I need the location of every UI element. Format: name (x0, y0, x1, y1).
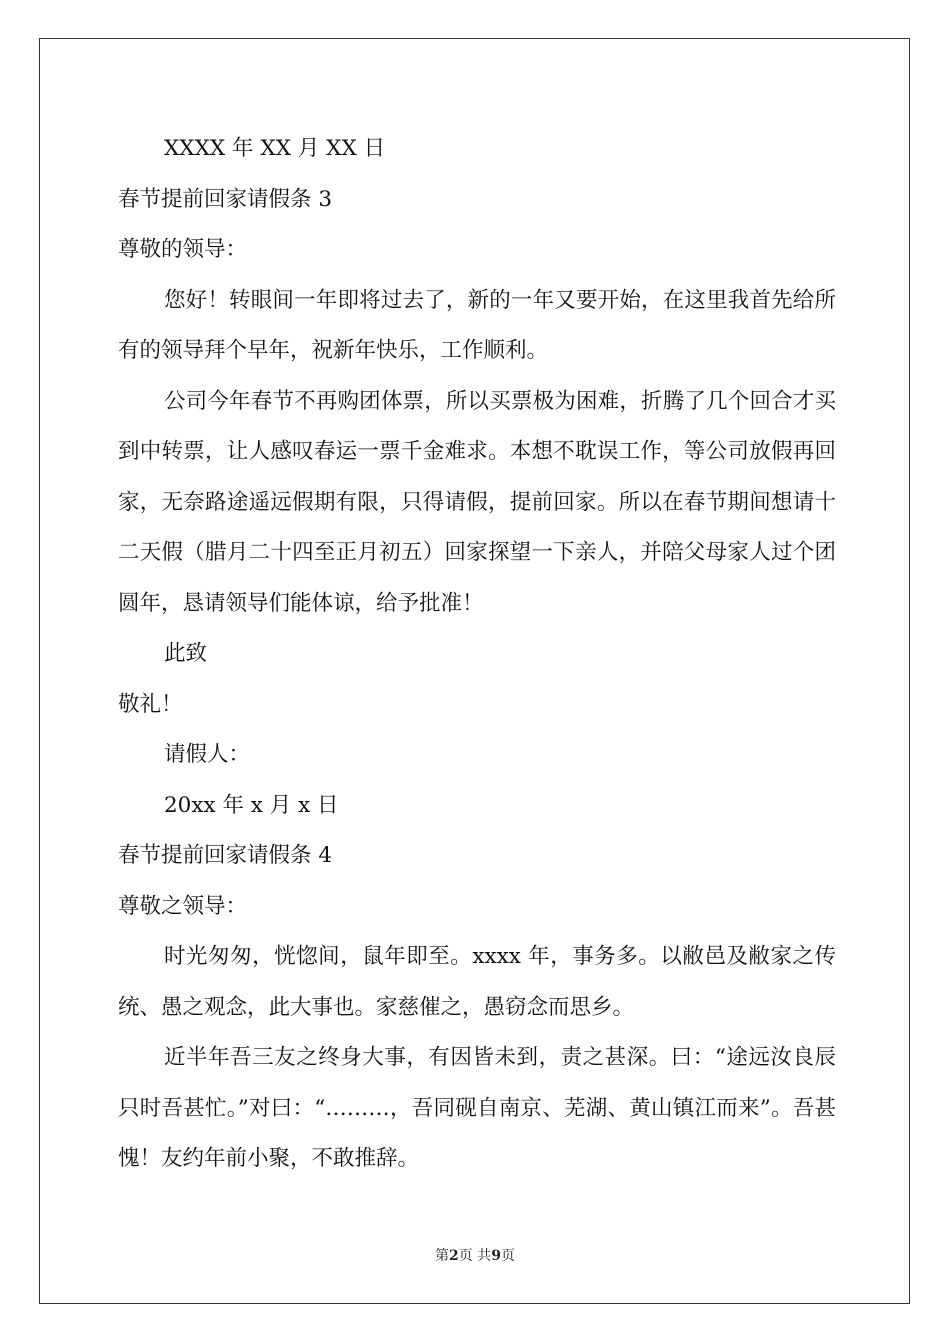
footer-page-current: 2 (449, 1248, 459, 1264)
footer-page-total: 9 (491, 1248, 501, 1264)
closing-ci-zhi: 此致 (164, 641, 208, 666)
section-title-3: 春节提前回家请假条 3 (118, 186, 333, 212)
salutation-4: 尊敬之领导： (118, 893, 248, 919)
document-body (118, 124, 836, 1185)
paragraph-3-1: 您好！转眼间一年即将过去了，新的一年又要开始，在这里我首先给所有的领导拜个早年，祝新年快乐，工作顺利。 (118, 287, 836, 363)
page-footer (0, 1246, 950, 1266)
paragraph-3-2: 公司今年春节不再购团体票，所以买票极为困难，折腾了几个回合才买到中转票，让人感叹春运一票千金难求。本想不耽误工作，等公司放假再回家，无奈路途遥远假期有限，只得请假，提前回家。所以在春节期间想请十二天假（腊月二十四至正月初五）回家探望一下亲人，并陪父母家人过个团圆年，恳请领导们能体谅，给予批准！ (118, 388, 836, 616)
footer-prefix: 第 (435, 1248, 450, 1264)
signer-label: 请假人： (164, 742, 251, 767)
date-line: XXXX 年 XX 月 XX 日 (164, 136, 386, 161)
footer-mid: 页 共 (458, 1248, 492, 1264)
closing-jing-li: 敬礼！ (118, 691, 183, 717)
footer-suffix: 页 (500, 1248, 515, 1264)
paragraph-4-2: 近半年吾三友之终身大事，有因皆未到，责之甚深。曰：“途远汝良辰只时吾甚忙。”对曰：“………，吾同砚自南京、芜湖、黄山镇江而来”。吾甚愧！友约年前小聚，不敢推辞。 (118, 1045, 836, 1171)
signature-date: 20xx 年 x 月 x 日 (164, 792, 339, 818)
section-title-4: 春节提前回家请假条 4 (118, 843, 333, 868)
paragraph-4-1: 时光匆匆，恍惚间，鼠年即至。xxxx 年，事务多。以敝邑及敝家之传统、愚之观念，此大事也。家慈催之，愚窃念而思乡。 (118, 944, 836, 1020)
salutation-3: 尊敬的领导： (118, 237, 248, 262)
